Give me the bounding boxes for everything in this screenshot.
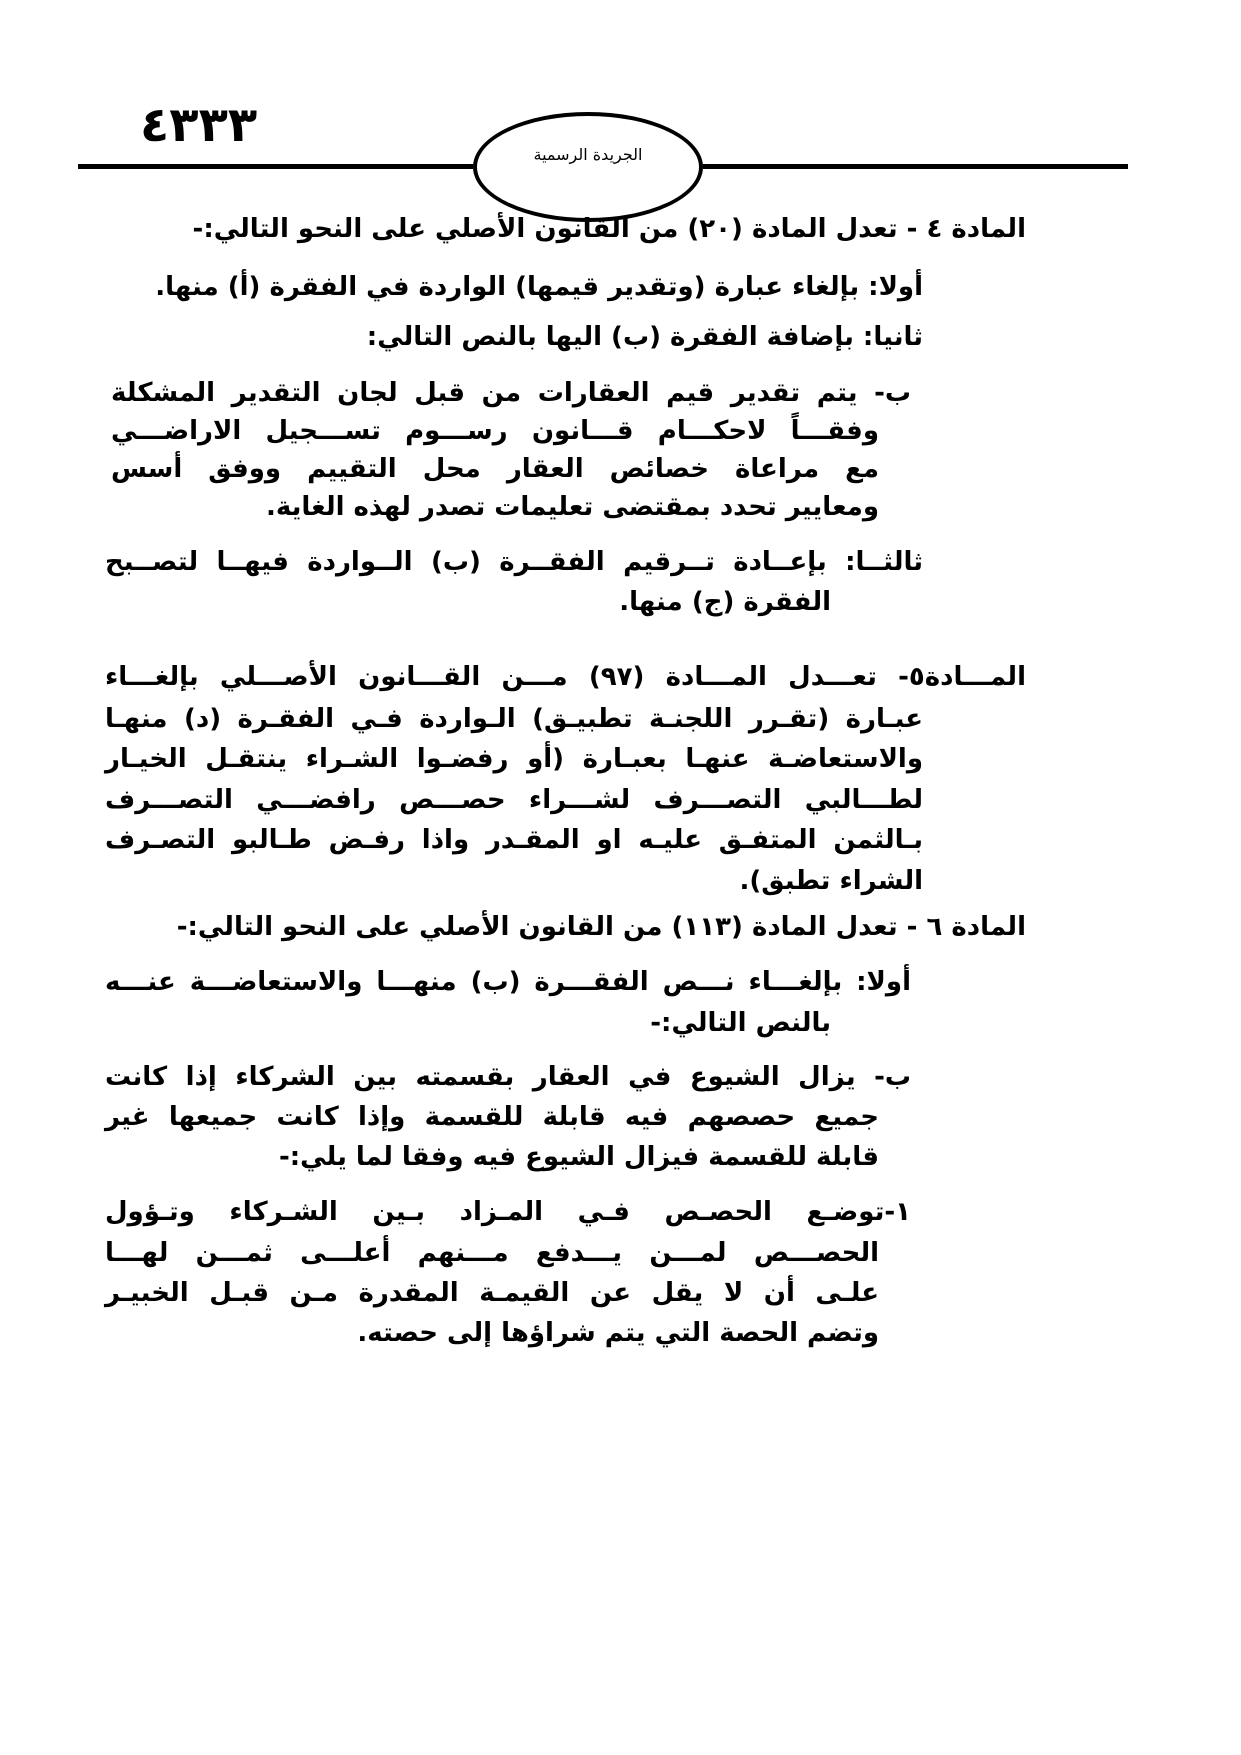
article-4-para-b-line: مع مراعاة خصائص العقار محل التقييم ووفق أسس (111, 454, 879, 484)
gazette-oval (473, 112, 703, 222)
header-rule-right (703, 164, 1128, 169)
article-6-para-b-line: جميع حصصهم فيه قابلة للقسمة وإذا كانت جميعها غير (105, 1102, 879, 1132)
article-6-item-1-line: علـى أن لا يقل عن القيمـة المقدرة مـن قبـل الخبيـر (105, 1278, 879, 1308)
gazette-label: الجريدة الرسمية (533, 145, 643, 164)
article-6-first-line: بالنص التالي:- (650, 1008, 831, 1038)
article-5-line: لطـــالبي التصـــرف لشـــراء حصـــص رافضـــي التصـــرف (105, 785, 923, 815)
article-6-item-1-line: وتضم الحصة التي يتم شراؤها إلى حصته. (357, 1318, 879, 1348)
article-6-para-b-line: ب- يزال الشيوع في العقار بقسمته بين الشركاء إذا كانت (105, 1062, 911, 1092)
header-rule-left (78, 164, 473, 169)
article-4-para-b-line: وفقـــاً لاحكـــام قـــانون رســـوم تســـجيل الاراضـــي (111, 416, 879, 446)
article-6-para-b-line: قابلة للقسمة فيزال الشيوع فيه وفقا لما يلي:- (278, 1142, 879, 1172)
article-6-first-line: أولا: بإلغـــاء نـــص الفقـــرة (ب) منهـــا والاستعاضـــة عنـــه (105, 967, 911, 997)
article-6-item-1-line: ١-توضـع الحصـص فـي المـزاد بـين الشـركاء وتـؤول (105, 1197, 911, 1227)
article-4-second: ثانيا: بإضافة الفقرة (ب) اليها بالنص التالي: (366, 322, 923, 352)
article-4-para-b-line: ب- يتم تقدير قيم العقارات من قبل لجان التقدير المشكلة (111, 378, 911, 408)
article-4-first: أولا: بإلغاء عبارة (وتقدير قيمها) الواردة في الفقرة (أ) منها. (155, 272, 923, 302)
article-5-line: المـــادة٥- تعـــدل المـــادة (٩٧) مـــن القـــانون الأصـــلي بإلغـــاء (105, 662, 1026, 692)
article-6-item-1-line: الحصـــص لمـــن يـــدفع مـــنهم أعلـــى ثمـــن لهـــا (105, 1238, 879, 1268)
article-5-line: عبـارة (تقـرر اللجنـة تطبيـق) الـواردة فـي الفقـرة (د) منهـا (105, 704, 923, 734)
article-5-line: بـالثمن المتفـق عليـه او المقـدر واذا رفـض طـالبو التصـرف (105, 825, 923, 855)
article-5-line: الشراء تطبق). (739, 866, 923, 896)
article-4-heading: المادة ٤ - تعدل المادة (٢٠) من القانون الأصلي على النحو التالي:- (192, 214, 1026, 244)
article-6-heading: المادة ٦ - تعدل المادة (١١٣) من القانون الأصلي على النحو التالي:- (176, 912, 1026, 942)
page-number: ٤٣٣٣ (140, 97, 258, 153)
article-4-third-line: ثالثــا: بإعــادة تــرقيم الفقــرة (ب) الــواردة فيهــا لتصــبح (105, 547, 923, 577)
article-5-line: والاستعاضـة عنهـا بعبـارة (أو رفضـوا الشـراء ينتقـل الخيـار (105, 744, 923, 774)
article-4-third-line: الفقرة (ج) منها. (619, 587, 831, 617)
article-4-para-b-line: ومعايير تحدد بمقتضى تعليمات تصدر لهذه الغاية. (265, 492, 879, 522)
